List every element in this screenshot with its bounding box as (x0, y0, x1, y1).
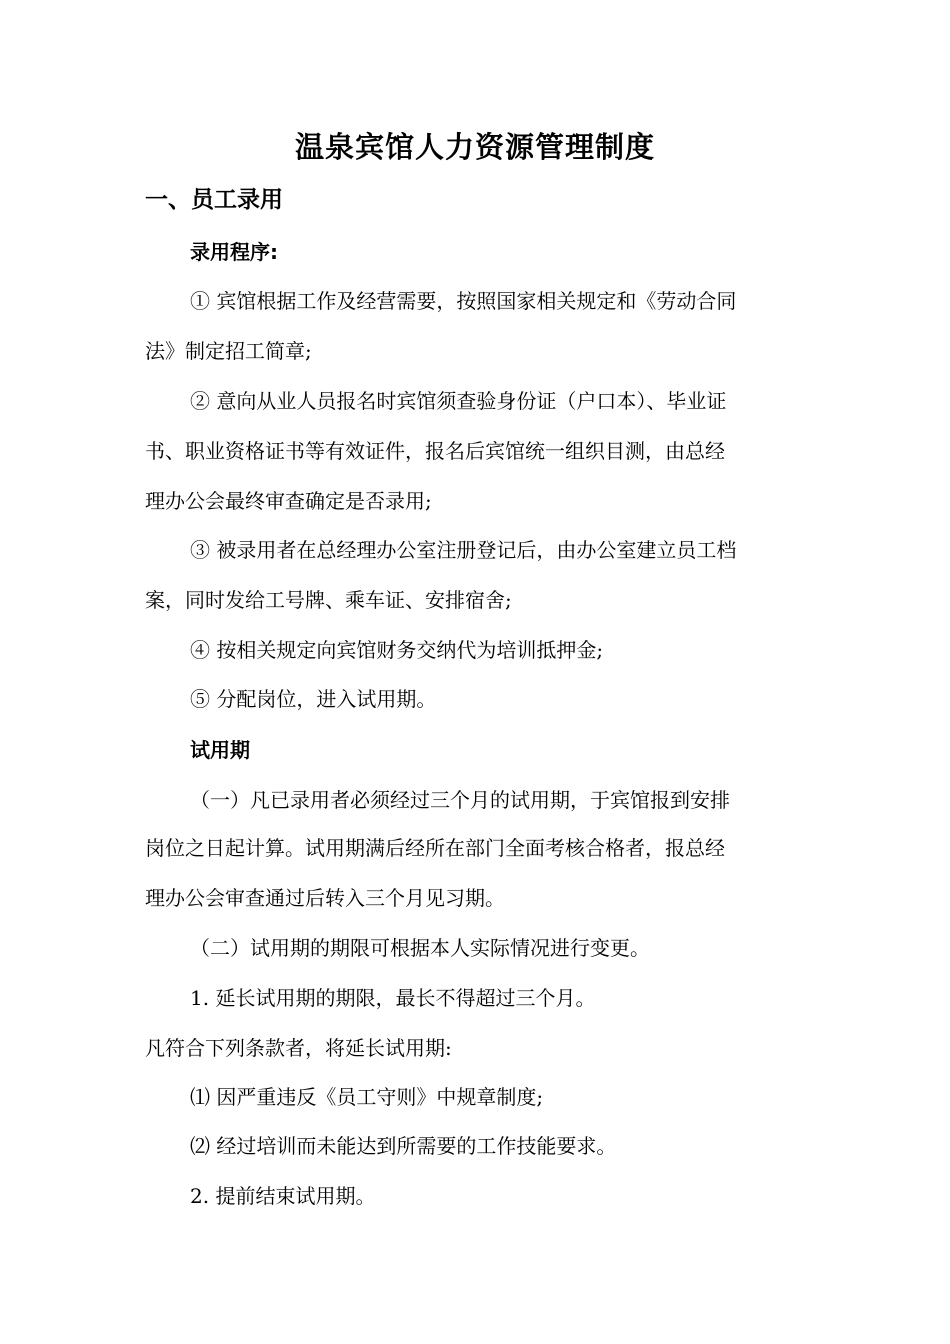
procedure-item-2-line-1: ② 意向从业人员报名时宾馆须查验身份证（户口本）、毕业证 (190, 389, 727, 413)
procedure-item-5: ⑤ 分配岗位，进入试用期。 (190, 687, 437, 711)
probation-point-2: 2. 提前结束试用期。 (190, 1184, 376, 1208)
subsection-heading-hiring-procedure: 录用程序: (190, 240, 278, 264)
probation-para-1-line-1: （一）凡已录用者必须经过三个月的试用期，于宾馆报到安排 (190, 788, 730, 812)
probation-clause-2: ⑵ 经过培训而未能达到所需要的工作技能要求。 (190, 1134, 617, 1158)
procedure-item-2-line-3: 理办公会最终审查确定是否录用; (145, 489, 432, 513)
probation-para-2: （二）试用期的期限可根据本人实际情况进行变更。 (190, 936, 650, 960)
probation-para-1-line-3: 理办公会审查通过后转入三个月见习期。 (145, 886, 505, 910)
procedure-item-2-line-2: 书、职业资格证书等有效证件，报名后宾馆统一组织目测，由总经 (145, 439, 725, 463)
procedure-item-1-line-2: 法》制定招工简章; (145, 339, 312, 363)
probation-clause-1: ⑴ 因严重违反《员工守则》中规章制度; (190, 1085, 544, 1109)
probation-point-1: 1. 延长试用期的期限，最长不得超过三个月。 (190, 986, 596, 1010)
procedure-item-3-line-2: 案，同时发给工号牌、乘车证、安排宿舍; (145, 588, 512, 612)
procedure-item-4: ④ 按相关规定向宾馆财务交纳代为培训抵押金; (190, 638, 604, 662)
section-heading-employee-hiring: 一、员工录用 (145, 187, 283, 213)
subsection-heading-probation: 试用期 (190, 738, 250, 762)
probation-condition: 凡符合下列条款者，将延长试用期: (145, 1036, 452, 1060)
document-title: 温泉宾馆人力资源管理制度 (294, 130, 655, 164)
procedure-item-3-line-1: ③ 被录用者在总经理办公室注册登记后，由办公室建立员工档 (190, 538, 737, 562)
probation-para-1-line-2: 岗位之日起计算。试用期满后经所在部门全面考核合格者，报总经 (145, 836, 725, 860)
procedure-item-1-line-1: ① 宾馆根据工作及经营需要，按照国家相关规定和《劳动合同 (190, 289, 737, 313)
